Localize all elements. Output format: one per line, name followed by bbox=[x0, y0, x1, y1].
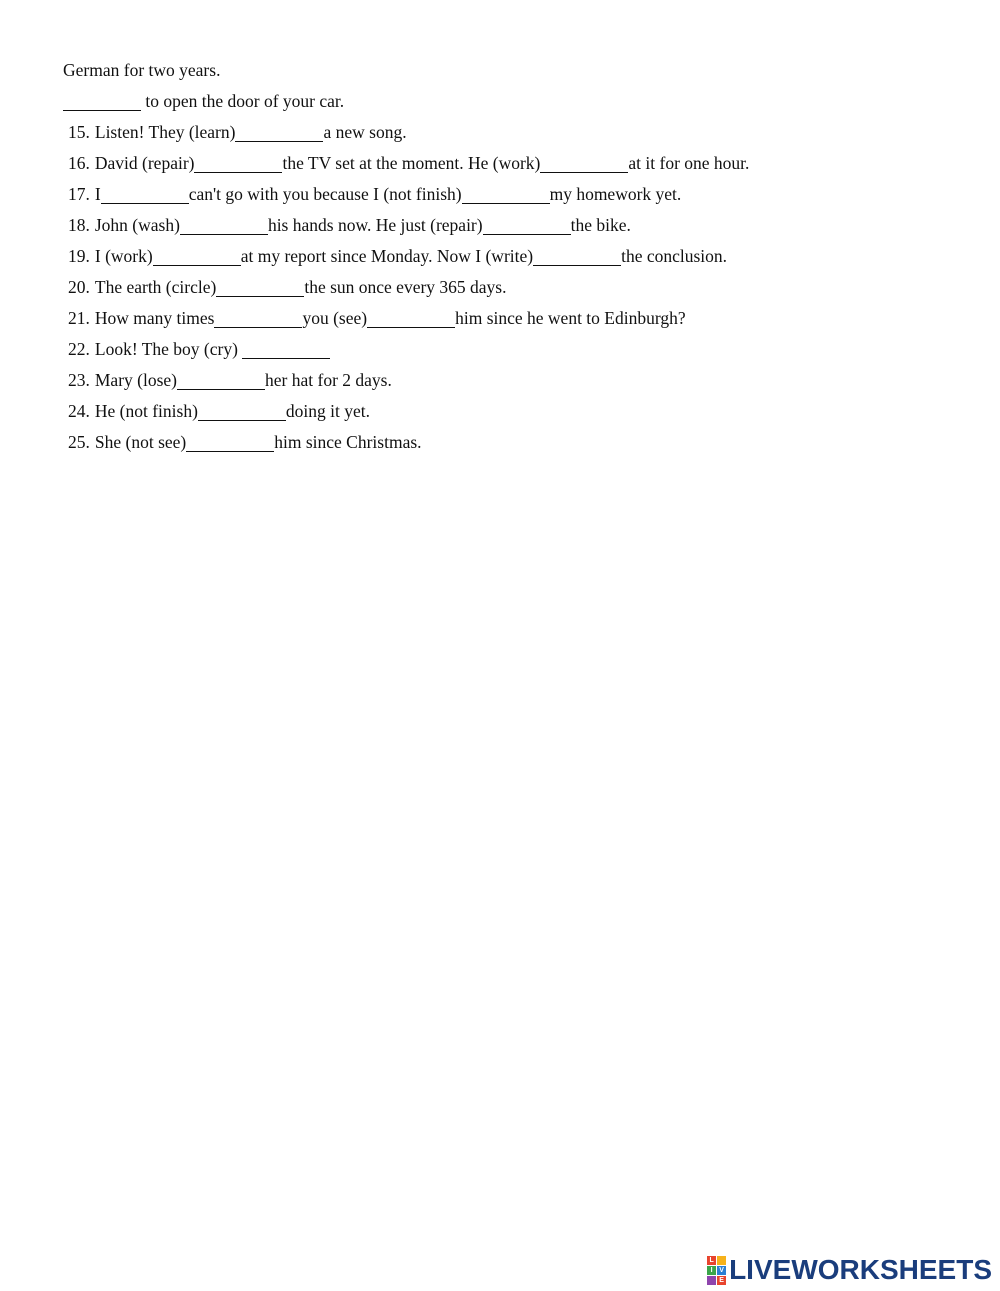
question-text: the conclusion. bbox=[621, 246, 728, 266]
question-number: 25. bbox=[68, 432, 90, 452]
line-continued-2 bbox=[63, 89, 344, 113]
question-19 bbox=[68, 244, 727, 268]
logo-tile: E bbox=[717, 1276, 726, 1285]
question-text: the sun once every 365 days. bbox=[304, 277, 507, 297]
question-15 bbox=[68, 120, 407, 144]
answer-blank[interactable] bbox=[462, 185, 550, 204]
logo-tile bbox=[707, 1276, 716, 1285]
question-number: 15. bbox=[68, 122, 90, 142]
answer-blank[interactable] bbox=[214, 309, 302, 328]
question-text: a new song. bbox=[323, 122, 407, 142]
logo-tile: L bbox=[707, 1256, 716, 1265]
question-text: at it for one hour. bbox=[628, 153, 750, 173]
logo-tile bbox=[717, 1256, 726, 1265]
logo-mark-icon bbox=[707, 1256, 726, 1285]
line-continued-1 bbox=[63, 58, 220, 82]
question-text: Listen! They (learn) bbox=[94, 122, 236, 142]
question-text: Mary (lose) bbox=[94, 370, 178, 390]
question-23 bbox=[68, 368, 392, 392]
question-text: Look! The boy (cry) bbox=[94, 339, 243, 359]
answer-blank[interactable] bbox=[153, 247, 241, 266]
liveworksheets-logo bbox=[707, 1254, 992, 1286]
answer-blank[interactable] bbox=[194, 154, 282, 173]
question-text: doing it yet. bbox=[285, 401, 371, 421]
question-20 bbox=[68, 275, 507, 299]
logo-tile: V bbox=[717, 1266, 726, 1275]
question-text: him since Christmas. bbox=[274, 432, 422, 452]
question-text: How many times bbox=[94, 308, 215, 328]
question-number: 16. bbox=[68, 153, 90, 173]
question-text: at my report since Monday. Now I (write) bbox=[240, 246, 534, 266]
question-text: my homework yet. bbox=[549, 184, 682, 204]
line-text: German for two years. bbox=[63, 60, 221, 80]
question-number: 22. bbox=[68, 339, 90, 359]
question-text: I bbox=[94, 184, 101, 204]
question-text: The earth (circle) bbox=[94, 277, 217, 297]
question-number: 24. bbox=[68, 401, 90, 421]
question-text: David (repair) bbox=[94, 153, 195, 173]
logo-text: LIVEWORKSHEETS bbox=[729, 1254, 992, 1285]
question-number: 23. bbox=[68, 370, 90, 390]
question-24 bbox=[68, 399, 370, 423]
question-number: 17. bbox=[68, 184, 90, 204]
question-text: him since he went to Edinburgh? bbox=[455, 308, 686, 328]
question-text: the TV set at the moment. He (work) bbox=[282, 153, 541, 173]
question-22 bbox=[68, 337, 330, 361]
answer-blank[interactable] bbox=[101, 185, 189, 204]
answer-blank[interactable] bbox=[235, 123, 323, 142]
question-text: He (not finish) bbox=[94, 401, 198, 421]
question-16 bbox=[68, 151, 749, 175]
answer-blank[interactable] bbox=[216, 278, 304, 297]
answer-blank[interactable] bbox=[177, 371, 265, 390]
question-text: his hands now. He just (repair) bbox=[267, 215, 483, 235]
line-text: to open the door of your car. bbox=[145, 91, 345, 111]
question-text: the bike. bbox=[570, 215, 631, 235]
question-text: She (not see) bbox=[94, 432, 187, 452]
question-text: John (wash) bbox=[94, 215, 180, 235]
question-21 bbox=[68, 306, 686, 330]
question-text: you (see) bbox=[302, 308, 368, 328]
question-number: 19. bbox=[68, 246, 90, 266]
question-25 bbox=[68, 430, 422, 454]
answer-blank[interactable] bbox=[63, 92, 141, 111]
answer-blank[interactable] bbox=[180, 216, 268, 235]
answer-blank[interactable] bbox=[186, 433, 274, 452]
question-number: 21. bbox=[68, 308, 90, 328]
answer-blank[interactable] bbox=[198, 402, 286, 421]
answer-blank[interactable] bbox=[483, 216, 571, 235]
answer-blank[interactable] bbox=[540, 154, 628, 173]
question-number: 20. bbox=[68, 277, 90, 297]
answer-blank[interactable] bbox=[533, 247, 621, 266]
answer-blank[interactable] bbox=[367, 309, 455, 328]
question-17 bbox=[68, 182, 681, 206]
question-18 bbox=[68, 213, 631, 237]
answer-blank[interactable] bbox=[242, 340, 330, 359]
logo-tile: I bbox=[707, 1266, 716, 1275]
question-number: 18. bbox=[68, 215, 90, 235]
question-text: can't go with you because I (not finish) bbox=[188, 184, 462, 204]
question-text: I (work) bbox=[94, 246, 153, 266]
question-text: her hat for 2 days. bbox=[265, 370, 392, 390]
